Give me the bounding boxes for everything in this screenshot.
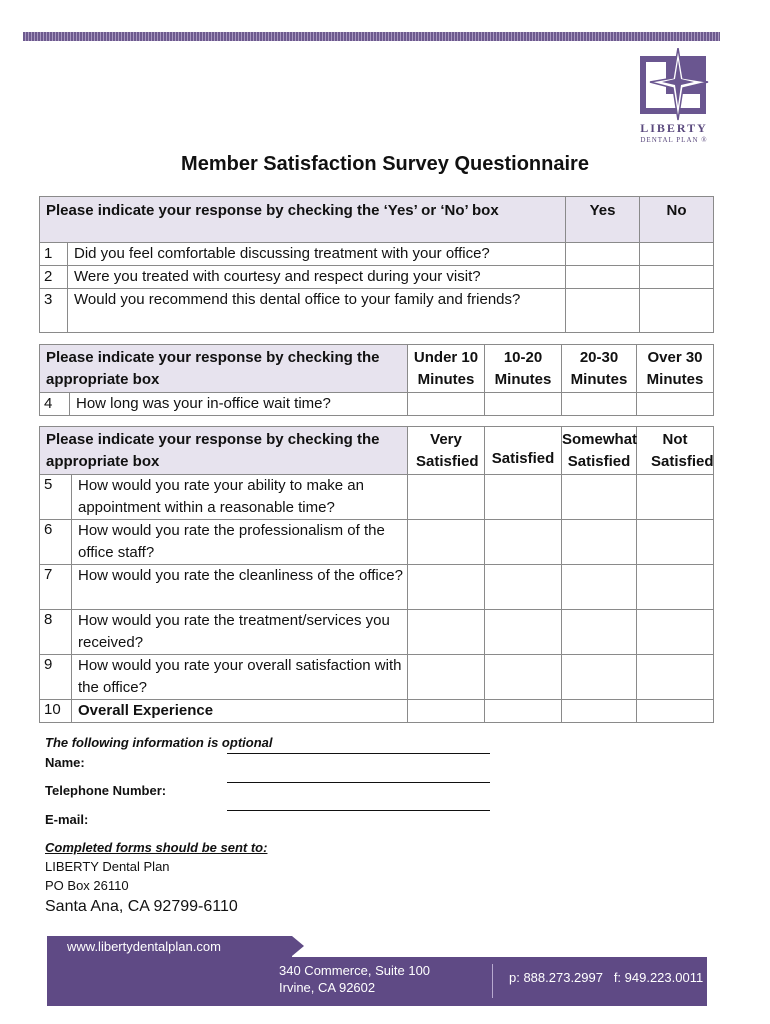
answer-checkbox[interactable] bbox=[485, 565, 562, 610]
answer-checkbox[interactable] bbox=[637, 610, 714, 655]
answer-checkbox[interactable] bbox=[408, 565, 485, 610]
answer-checkbox[interactable] bbox=[566, 289, 640, 333]
yes-column-header: Yes bbox=[566, 197, 640, 243]
question-text: Were you treated with courtesy and respect during your visit? bbox=[68, 266, 566, 289]
email-label: E-mail: bbox=[45, 812, 89, 827]
logo-sub: DENTAL PLAN ® bbox=[640, 136, 708, 144]
wait-column-header: 10-20 Minutes bbox=[485, 345, 562, 393]
answer-checkbox[interactable] bbox=[566, 243, 640, 266]
question-number: 1 bbox=[40, 243, 68, 266]
question-text: How would you rate your overall satisfaction with the office? bbox=[72, 655, 408, 700]
question-number: 4 bbox=[40, 393, 70, 416]
question-number: 3 bbox=[40, 289, 68, 333]
answer-checkbox[interactable] bbox=[562, 393, 637, 416]
answer-checkbox[interactable] bbox=[562, 655, 637, 700]
answer-checkbox[interactable] bbox=[637, 475, 714, 520]
footer-address2: Irvine, CA 92602 bbox=[279, 980, 376, 995]
table-row bbox=[40, 700, 714, 723]
wait-column-header: Over 30 Minutes bbox=[637, 345, 714, 393]
answer-checkbox[interactable] bbox=[408, 700, 485, 723]
question-number: 8 bbox=[40, 610, 72, 655]
question-number: 9 bbox=[40, 655, 72, 700]
mailing-line2: PO Box 26110 bbox=[45, 878, 129, 893]
answer-checkbox[interactable] bbox=[562, 565, 637, 610]
table-row bbox=[40, 289, 714, 333]
email-field[interactable] bbox=[227, 810, 490, 811]
logo-name: LIBERTY bbox=[640, 121, 708, 135]
mailing-line1: LIBERTY Dental Plan bbox=[45, 859, 170, 874]
wait-column-header: 20-30 Minutes bbox=[562, 345, 637, 393]
question-text: How would you rate your ability to make an appointment within a reasonable time? bbox=[72, 475, 408, 520]
section2-header: Please indicate your response by checking the appropriate box bbox=[40, 345, 408, 393]
logo-text bbox=[634, 121, 714, 144]
answer-checkbox[interactable] bbox=[637, 655, 714, 700]
phone-field[interactable] bbox=[227, 782, 490, 783]
answer-checkbox[interactable] bbox=[562, 700, 637, 723]
section3-header: Please indicate your response by checking the appropriate box bbox=[40, 427, 408, 475]
table-row bbox=[40, 610, 714, 655]
rating-column-header: Not Satisfied bbox=[637, 427, 714, 475]
footer-address1: 340 Commerce, Suite 100 bbox=[279, 963, 431, 978]
answer-checkbox[interactable] bbox=[562, 520, 637, 565]
table-row bbox=[40, 393, 714, 416]
table-row bbox=[40, 266, 714, 289]
answer-checkbox[interactable] bbox=[408, 655, 485, 700]
answer-checkbox[interactable] bbox=[408, 610, 485, 655]
rating-column-header: Very Satisfied bbox=[408, 427, 485, 475]
wait-column-header: Under 10 Minutes bbox=[408, 345, 485, 393]
question-number: 2 bbox=[40, 266, 68, 289]
answer-checkbox[interactable] bbox=[562, 610, 637, 655]
question-number: 6 bbox=[40, 520, 72, 565]
question-text: Did you feel comfortable discussing treatment with your office? bbox=[68, 243, 566, 266]
table-row bbox=[40, 475, 714, 520]
satisfaction-table bbox=[39, 426, 714, 723]
name-field[interactable] bbox=[227, 753, 490, 754]
answer-checkbox[interactable] bbox=[408, 475, 485, 520]
table-row bbox=[40, 655, 714, 700]
answer-checkbox[interactable] bbox=[566, 266, 640, 289]
answer-checkbox[interactable] bbox=[485, 393, 562, 416]
table-row bbox=[40, 520, 714, 565]
mailing-line3: Santa Ana, CA 92799-6110 bbox=[45, 898, 238, 915]
rating-column-header: Somewhat Satisfied bbox=[562, 427, 637, 475]
optional-info-title: The following information is optional bbox=[45, 735, 273, 750]
table-row bbox=[40, 565, 714, 610]
yes-no-table bbox=[39, 196, 714, 333]
wait-time-table bbox=[39, 344, 714, 416]
answer-checkbox[interactable] bbox=[562, 475, 637, 520]
page-title: Member Satisfaction Survey Questionnaire bbox=[181, 153, 589, 175]
footer-website[interactable]: www.libertydentalplan.com bbox=[47, 936, 292, 957]
footer-phone: p: 888.273.2997 f: 949.223.0011 bbox=[509, 970, 704, 985]
footer-separator bbox=[492, 964, 493, 998]
answer-checkbox[interactable] bbox=[408, 393, 485, 416]
answer-checkbox[interactable] bbox=[637, 393, 714, 416]
question-number: 5 bbox=[40, 475, 72, 520]
answer-checkbox[interactable] bbox=[640, 243, 714, 266]
answer-checkbox[interactable] bbox=[485, 700, 562, 723]
top-decorative-bar bbox=[23, 32, 720, 41]
table-row bbox=[40, 243, 714, 266]
question-text: Would you recommend this dental office to your family and friends? bbox=[68, 289, 566, 333]
rating-column-header: Satisfied bbox=[485, 427, 562, 475]
mailing-title: Completed forms should be sent to: bbox=[45, 840, 268, 855]
answer-checkbox[interactable] bbox=[640, 289, 714, 333]
answer-checkbox[interactable] bbox=[640, 266, 714, 289]
question-number: 10 bbox=[40, 700, 72, 723]
section1-header: Please indicate your response by checking the ‘Yes’ or ‘No’ box bbox=[40, 197, 566, 243]
answer-checkbox[interactable] bbox=[485, 655, 562, 700]
answer-checkbox[interactable] bbox=[485, 520, 562, 565]
name-label: Name: bbox=[45, 755, 85, 770]
no-column-header: No bbox=[640, 197, 714, 243]
answer-checkbox[interactable] bbox=[408, 520, 485, 565]
answer-checkbox[interactable] bbox=[637, 700, 714, 723]
footer-website-tip bbox=[292, 936, 304, 956]
question-text: How would you rate the professionalism of the office staff? bbox=[72, 520, 408, 565]
answer-checkbox[interactable] bbox=[485, 610, 562, 655]
phone-label: Telephone Number: bbox=[45, 783, 167, 798]
question-text: How would you rate the treatment/services you received? bbox=[72, 610, 408, 655]
footer bbox=[47, 936, 707, 1006]
answer-checkbox[interactable] bbox=[637, 520, 714, 565]
answer-checkbox[interactable] bbox=[637, 565, 714, 610]
question-number: 7 bbox=[40, 565, 72, 610]
question-text: Overall Experience bbox=[72, 700, 408, 723]
answer-checkbox[interactable] bbox=[485, 475, 562, 520]
question-text: How long was your in-office wait time? bbox=[70, 393, 408, 416]
question-text: How would you rate the cleanliness of the office? bbox=[72, 565, 408, 610]
